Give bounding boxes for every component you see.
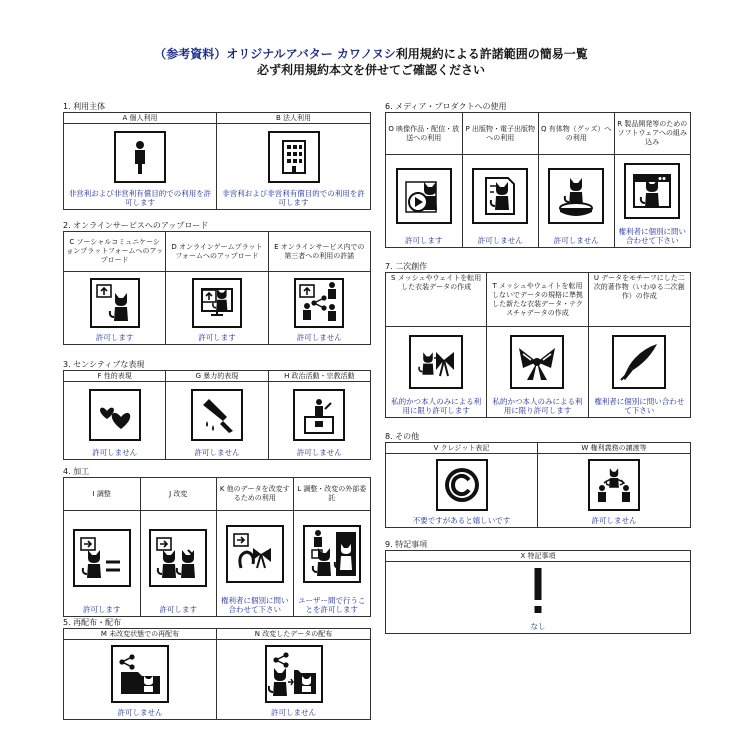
podium-icon xyxy=(293,389,345,441)
item-label: N 改変したデータの配布 xyxy=(217,629,370,640)
item-caption: ユーザー間で行うことを許可します xyxy=(298,596,366,614)
section-table xyxy=(63,477,371,617)
item-w xyxy=(538,443,690,527)
item-label: X 特記事項 xyxy=(386,551,690,562)
item-label: E オンラインサービス内での第三者への利用の許諾 xyxy=(269,232,370,272)
adjust-icon xyxy=(73,529,131,587)
item-label: I 調整 xyxy=(64,478,140,511)
section-table xyxy=(385,112,691,248)
item-caption: 私的かつ本人のみによる利用に限り許可します xyxy=(391,397,482,415)
section-title: 2. オンラインサービスへのアップロード xyxy=(63,221,209,230)
item-s xyxy=(386,273,487,417)
mesh-icon xyxy=(409,335,463,389)
item-q xyxy=(539,113,615,247)
section-title: 6. メディア・プロダクトへの使用 xyxy=(385,102,507,111)
item-caption: 許可しません xyxy=(92,448,138,457)
item-label: R 製品開発等のためのソフトウェアへの組み込み xyxy=(615,113,691,155)
section-derivative xyxy=(385,261,691,418)
section-media-product xyxy=(385,101,691,248)
item-caption: 許可しません xyxy=(477,236,523,245)
page-header xyxy=(0,46,742,79)
section-title: 5. 再配布・配布 xyxy=(63,618,122,627)
title-brand: オリジナルアバター カワノヌシ xyxy=(226,47,396,61)
item-caption: 許可しません xyxy=(117,708,163,717)
section-table xyxy=(385,442,691,528)
section-sensitive xyxy=(63,359,371,460)
item-b xyxy=(217,113,370,209)
item-p xyxy=(463,113,540,247)
item-label: U データをモチーフにした二次的著作物（いわゆる二次創作）の作成 xyxy=(589,273,690,327)
section-title: 8. その他 xyxy=(385,432,420,441)
person-icon xyxy=(114,131,166,183)
item-label: Q 有体物（グッズ）への利用 xyxy=(539,113,614,155)
item-h xyxy=(269,371,370,459)
section-table xyxy=(63,370,371,460)
item-d xyxy=(166,232,268,344)
goods-icon xyxy=(548,168,604,224)
item-label: C ソーシャルコミュニケーションプラットフォームへのアップロード xyxy=(64,232,165,272)
item-caption: 許可しません xyxy=(296,448,342,457)
title-rest: 利用規約による許諾範囲の簡易一覧 xyxy=(395,47,588,61)
copyright-icon xyxy=(436,459,488,511)
item-m xyxy=(64,629,217,719)
item-caption: なし xyxy=(530,622,546,631)
item-n xyxy=(217,629,370,719)
section-redistribution xyxy=(63,617,371,720)
item-o xyxy=(386,113,463,247)
knife-icon xyxy=(191,389,243,441)
item-caption: 権利者に個別に問い合わせて下さい xyxy=(594,397,685,415)
publication-icon xyxy=(472,168,528,224)
section-title: 1. 利用主体 xyxy=(63,102,106,111)
section-processing xyxy=(63,466,371,617)
item-caption: 許可します xyxy=(159,605,197,614)
item-label: S メッシュやウェイトを転用した衣装データの作成 xyxy=(386,273,486,327)
section-other xyxy=(385,431,691,528)
item-label: G 暴力的表現 xyxy=(166,371,267,382)
section-special-notes xyxy=(385,539,691,634)
item-label: W 権利義務の譲渡等 xyxy=(538,443,690,454)
item-caption: 私的かつ本人のみによる利用に限り許可します xyxy=(492,397,583,415)
section-table xyxy=(63,628,371,720)
item-label: H 政治活動・宗教活動 xyxy=(269,371,370,382)
item-x xyxy=(386,551,690,633)
item-caption: 許可します xyxy=(198,333,236,342)
item-caption: 不要ですがあると嬉しいです xyxy=(412,516,511,525)
section-table xyxy=(385,272,691,418)
page-title xyxy=(0,46,742,62)
section-table xyxy=(385,550,691,634)
item-k xyxy=(217,478,294,616)
item-caption: 許可しません xyxy=(194,448,240,457)
item-a xyxy=(64,113,217,209)
section-online-upload xyxy=(63,220,371,345)
item-f xyxy=(64,371,166,459)
software-icon xyxy=(624,163,680,219)
item-label: O 映像作品・配信・放送への利用 xyxy=(386,113,462,155)
item-caption: 許可します xyxy=(95,333,134,342)
item-caption: 権利者に個別に問い合わせて下さい xyxy=(221,596,289,614)
outsource-icon xyxy=(303,525,361,583)
section-usage-subject xyxy=(63,101,371,210)
section-title: 3. センシティブな表現 xyxy=(63,360,145,369)
item-label: V クレジット表記 xyxy=(386,443,537,454)
section-title: 7. 二次創作 xyxy=(385,262,428,271)
section-title: 4. 加工 xyxy=(63,467,90,476)
item-c xyxy=(64,232,166,344)
item-label: P 出版物・電子出版物への利用 xyxy=(463,113,539,155)
item-label: K 他のデータを改変するための利用 xyxy=(217,478,293,511)
item-r xyxy=(615,113,691,247)
item-caption: 非営利および非営利有償目的での利用を許可します xyxy=(222,189,365,207)
item-v xyxy=(386,443,538,527)
redistribute-icon xyxy=(111,645,169,703)
exclamation-icon xyxy=(508,562,568,622)
item-u xyxy=(589,273,690,417)
item-j xyxy=(141,478,218,616)
video-icon xyxy=(396,168,452,224)
item-label: M 未改変状態での再配布 xyxy=(64,629,216,640)
item-label: D オンラインゲームプラットフォームへのアップロード xyxy=(166,232,267,272)
pen-icon xyxy=(612,335,666,389)
building-icon xyxy=(268,131,320,183)
page-subtitle: 必ず利用規約本文を併せてご確認ください xyxy=(256,63,485,77)
item-caption: 許可しません xyxy=(271,708,316,717)
item-label: J 改変 xyxy=(141,478,217,511)
item-l xyxy=(294,478,371,616)
item-caption: 権利者に個別に問い合わせて下さい xyxy=(618,227,686,245)
transfer-icon xyxy=(588,459,640,511)
item-t xyxy=(487,273,588,417)
item-label: B 法人利用 xyxy=(217,113,370,124)
upload-monitor-icon xyxy=(192,278,242,328)
item-caption: 非営利および非営利有償目的での利用を許可します xyxy=(68,189,212,207)
ribbon-icon xyxy=(226,525,284,583)
item-label: F 性的表現 xyxy=(64,371,165,382)
item-e xyxy=(269,232,370,344)
item-label: T メッシュやウェイトを転用しないでデータの規格に準拠した新たな衣装データ・テクスチャデータの作成 xyxy=(487,273,587,327)
item-g xyxy=(166,371,268,459)
item-label: L 調整・改変の外部委託 xyxy=(294,478,371,511)
modify-icon xyxy=(149,529,207,587)
hearts-icon xyxy=(89,389,141,441)
section-table xyxy=(63,231,371,345)
title-prefix: （参考資料） xyxy=(154,47,227,61)
bow-icon xyxy=(510,335,564,389)
upload-avatar-icon xyxy=(90,278,140,328)
item-label: A 個人利用 xyxy=(64,113,216,124)
item-i xyxy=(64,478,141,616)
share-users-icon xyxy=(294,278,344,328)
item-caption: 許可しません xyxy=(591,516,637,525)
section-title: 9. 特記事項 xyxy=(385,540,428,549)
item-caption: 許可しません xyxy=(296,333,342,342)
item-caption: 許可します xyxy=(405,236,443,245)
distribute-modified-icon xyxy=(265,645,323,703)
item-caption: 許可します xyxy=(83,605,121,614)
item-caption: 許可しません xyxy=(553,236,599,245)
section-table xyxy=(63,112,371,210)
